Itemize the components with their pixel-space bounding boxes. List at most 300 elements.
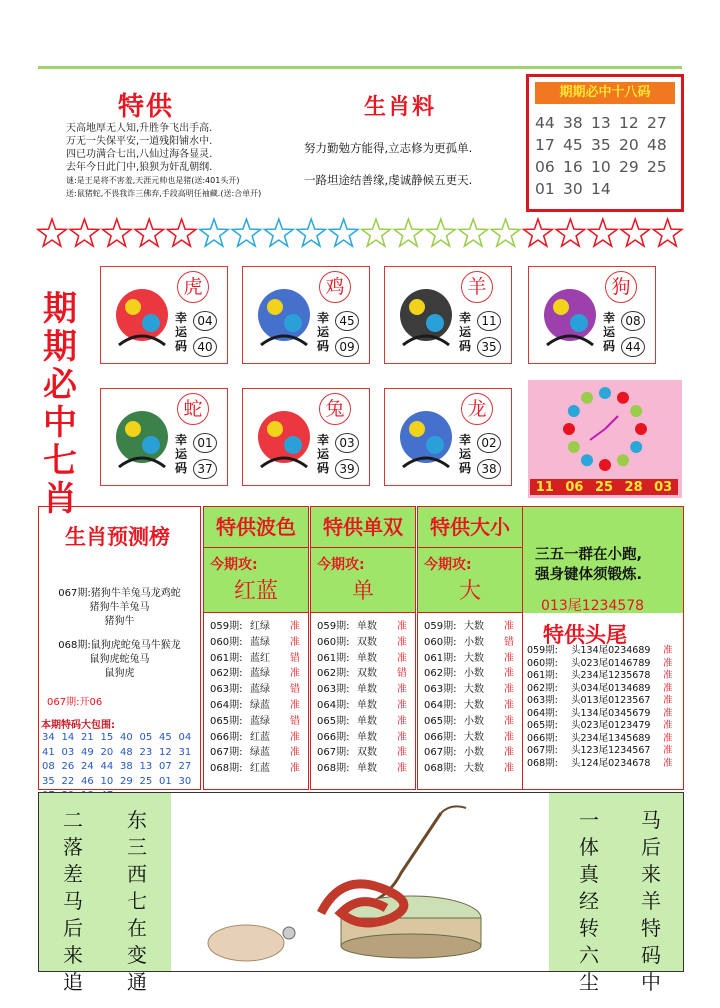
period-mark: 准 (504, 621, 514, 632)
period-row (210, 682, 306, 698)
zodiac-label: 鸡 (319, 271, 351, 303)
period-row (317, 761, 413, 777)
period-row (424, 698, 520, 714)
period-value: 绿蓝 (250, 747, 270, 759)
headtail-row (527, 758, 681, 771)
period-label: 059期: (210, 621, 243, 632)
period-value: 头013尾0123567 (571, 695, 651, 706)
period-mark: 准 (504, 668, 514, 680)
period-label: 060期: (424, 636, 457, 648)
baowei-number: 22 (61, 775, 75, 787)
poem-char: 来 (63, 943, 83, 967)
period-row (424, 730, 520, 746)
period-value: 小数 (464, 747, 484, 759)
clock-dot (581, 454, 593, 466)
period-value: 蓝绿 (250, 636, 270, 648)
period-row (210, 651, 306, 667)
period-label: 064期: (317, 699, 350, 711)
star-icon (556, 219, 585, 246)
lucky-number: 38 (477, 459, 501, 479)
star-icon (265, 219, 294, 246)
zodiac-card (528, 266, 656, 364)
clock-number: 06 (565, 479, 584, 495)
box18-number: 38 (563, 114, 583, 132)
poem-char: 羊 (641, 889, 661, 913)
poem-char: 转 (579, 916, 599, 940)
zodiac-card (242, 266, 370, 364)
qiqi-bizhong-vertical (40, 290, 80, 518)
column-title: 特供单双 (311, 507, 415, 548)
lucky-label: 幸运码 (175, 433, 188, 475)
poem-char: 马 (641, 808, 661, 832)
baowei-number: 48 (120, 746, 133, 758)
poem-char: 二 (63, 808, 83, 832)
star-icon (103, 219, 132, 246)
zodiac-card (384, 266, 512, 364)
baowei-number: 08 (42, 761, 55, 772)
period-mark: 准 (504, 715, 514, 727)
period-label: 061期: (424, 652, 457, 664)
period-label: 060期: (317, 636, 350, 648)
period-mark: 准 (290, 763, 300, 775)
pred-068-line: 鼠狗虎蛇兔马 (89, 654, 150, 665)
headtail-row (527, 670, 681, 683)
box18-number: 10 (591, 158, 611, 176)
period-label: 061期: (210, 652, 243, 664)
headtail-row (527, 695, 681, 708)
qiqi-char: 肖 (43, 479, 77, 519)
headtail-title: 特供头尾 (543, 623, 627, 647)
baowei-number: 05 (139, 732, 153, 743)
baowei-number: 21 (81, 732, 94, 743)
period-mark: 准 (504, 731, 514, 743)
lucky-number: 11 (477, 311, 501, 331)
period-label: 068期: (210, 763, 243, 775)
period-value: 单数 (357, 621, 377, 632)
period-label: 059期: (317, 621, 350, 632)
baowei-number: 35 (42, 775, 55, 787)
period-row (317, 714, 413, 730)
zodiac-label: 狗 (605, 271, 637, 303)
qiqi-char: 期 (43, 289, 77, 329)
box18-number: 17 (535, 136, 555, 154)
box18-number: 16 (563, 158, 583, 176)
attack-box (204, 548, 308, 613)
period-label: 063期: (527, 695, 558, 706)
slogan-line: 三五一群在小跑, (535, 547, 643, 563)
clock-dot (599, 387, 611, 399)
attack-value: 红蓝 (233, 579, 278, 604)
goat-papercut-icon (393, 275, 459, 355)
period-mark: 错 (504, 636, 514, 648)
baowei-number: 31 (178, 746, 192, 758)
period-label: 063期: (210, 684, 243, 696)
tegong-column (203, 506, 309, 790)
dragon-papercut-icon (393, 397, 459, 477)
column-title: 特供波色 (204, 507, 308, 548)
left-poem-col (61, 807, 85, 996)
period-mark: 准 (397, 652, 407, 664)
poem-char: 差 (63, 862, 83, 886)
box18-number: 44 (535, 114, 555, 132)
poem-line: 四已功满合七出,八仙过海各显灵. (66, 149, 213, 160)
star-icon (297, 219, 326, 246)
baowei-number: 27 (178, 761, 192, 772)
period-value: 蓝绿 (250, 715, 270, 727)
period-mark: 准 (290, 731, 300, 743)
baowei-number: 46 (81, 775, 94, 787)
period-label: 068期: (424, 763, 457, 775)
period-value: 大数 (464, 652, 484, 664)
lucky-number: 35 (477, 337, 501, 357)
poem-char: 特 (641, 916, 661, 940)
poem-char: 落 (63, 835, 83, 859)
poem-char: 尘 (579, 970, 599, 994)
period-label: 065期: (317, 715, 350, 727)
period-rows (210, 619, 306, 777)
period-row (210, 761, 306, 777)
baowei-number: 23 (139, 746, 153, 758)
period-row (210, 635, 306, 651)
period-mark: 准 (397, 747, 407, 759)
lucky-number: 01 (193, 433, 217, 453)
clock-dot (630, 441, 642, 453)
period-label: 065期: (210, 715, 243, 727)
period-value: 头234尾1345689 (571, 732, 651, 744)
right-poem-col (639, 807, 663, 996)
clock-dot (563, 423, 575, 435)
pred-068-line: 068期:鼠狗虎蛇兔马牛猴龙 (58, 640, 181, 651)
hint-line: 谜:是王是将不害羞,天涯元帅也是猪(送:401头开) (66, 176, 240, 185)
period-label: 059期: (527, 645, 558, 656)
star-icon (70, 219, 99, 246)
star-icon (589, 219, 618, 246)
period-label: 067期: (527, 745, 558, 756)
period-label: 067期: (317, 747, 350, 759)
star-icon (653, 219, 682, 246)
period-label: 067期: (424, 747, 457, 759)
baowei-number: 20 (100, 746, 114, 758)
baowei-number: 10 (100, 775, 114, 787)
baowei-number: 38 (120, 761, 133, 772)
period-value: 头034尾0134689 (571, 682, 651, 694)
zodiac-label: 虎 (177, 271, 209, 303)
period-label: 059期: (424, 621, 457, 632)
star-row (36, 214, 686, 252)
lucky-label: 幸运码 (459, 433, 472, 475)
period-mark: 准 (290, 747, 300, 759)
zodiac-label: 蛇 (177, 393, 209, 425)
star-icon (394, 219, 423, 246)
sx-line-2: 一路坦途结善缘,虔诚静候五更天. (304, 173, 473, 187)
baowei-number: 14 (61, 732, 75, 743)
period-label: 061期: (527, 670, 558, 681)
period-label: 066期: (424, 731, 457, 743)
box18-number: 14 (591, 180, 611, 198)
poem-char: 后 (641, 835, 661, 859)
poem-char: 七 (127, 889, 147, 913)
period-value: 头023尾0123479 (571, 720, 651, 731)
period-mark: 错 (290, 715, 300, 727)
box18-number: 13 (591, 114, 611, 132)
lucky-number: 39 (335, 459, 359, 479)
snake-illustration (171, 793, 549, 971)
poem-char: 东 (127, 808, 147, 832)
poem-char: 后 (63, 916, 83, 940)
period-row (317, 666, 413, 682)
clock-dot (635, 423, 647, 435)
qiqi-char: 必 (43, 365, 77, 405)
box18-number: 06 (535, 158, 555, 176)
period-label: 067期: (210, 747, 243, 759)
star-icon (362, 219, 391, 246)
period-label: 062期: (424, 668, 457, 680)
lucky-clock-panel (528, 380, 682, 498)
period-value: 双数 (357, 668, 377, 680)
poem-char: 真 (579, 862, 599, 886)
tegong-column (310, 506, 416, 790)
period-label: 062期: (527, 682, 558, 694)
clock-dot (617, 392, 629, 404)
poem-char: 西 (127, 862, 147, 886)
baowei-number: 25 (139, 775, 153, 787)
period-mark: 准 (663, 695, 673, 706)
period-label: 062期: (210, 668, 243, 680)
box18-numbers (535, 112, 685, 200)
rabbit-papercut-icon (251, 397, 317, 477)
period-mark: 准 (663, 732, 673, 744)
period-row (210, 714, 306, 730)
poem-char: 六 (579, 943, 599, 967)
box18-number: 30 (563, 180, 583, 198)
period-value: 蓝绿 (250, 684, 270, 696)
star-icon (459, 219, 488, 246)
attack-box (311, 548, 415, 613)
period-label: 062期: (317, 668, 350, 680)
pred-result: 067期:开06 (47, 697, 103, 708)
period-value: 大数 (464, 699, 484, 711)
poem-char: 三 (127, 835, 147, 859)
headtail-row (527, 683, 681, 696)
period-label: 066期: (527, 732, 558, 744)
star-icon (135, 219, 164, 246)
star-row-svg (36, 214, 686, 252)
period-mark: 准 (663, 707, 673, 719)
clock-dot (568, 405, 580, 417)
attack-value: 单 (351, 579, 374, 604)
poem-char: 体 (579, 835, 599, 859)
lucky-number: 37 (193, 459, 217, 479)
baowei-number: 04 (178, 732, 192, 743)
zodiac-card (100, 266, 228, 364)
rooster-papercut-icon (251, 275, 317, 355)
headtail-rows (527, 645, 681, 770)
baowei-number: 45 (159, 732, 172, 743)
period-value: 单数 (357, 684, 377, 696)
lucky-label: 幸运码 (603, 311, 616, 353)
clock-number: 11 (535, 479, 554, 495)
poem-line: 天高地厚无人知,升胜争飞出手高. (66, 123, 213, 134)
slogan-line: 强身键体须锻炼. (535, 567, 643, 583)
tegong-column (417, 506, 523, 790)
period-row (317, 682, 413, 698)
headtail-row (527, 658, 681, 671)
left-poem-col (125, 807, 149, 996)
box18-number: 25 (647, 158, 667, 176)
poem-line: 去年今日此门中,狼狈为奸乱朝纲. (66, 162, 213, 173)
period-row (210, 666, 306, 682)
period-mark: 准 (290, 699, 300, 711)
period-label: 064期: (527, 707, 558, 719)
period-mark: 准 (397, 731, 407, 743)
period-mark: 准 (397, 763, 407, 775)
period-mark: 准 (663, 670, 673, 681)
pred-title: 生肖预测榜 (65, 525, 170, 549)
poem-line: 万无一失保平安,一道残阳铺水中. (66, 136, 213, 147)
box18-number: 20 (619, 136, 639, 154)
period-value: 单数 (357, 731, 377, 743)
poem-char: 在 (127, 916, 147, 940)
period-row (210, 619, 306, 635)
headtail-row (527, 733, 681, 746)
lucky-number: 09 (335, 337, 359, 357)
zodiac-card (100, 388, 228, 486)
period-value: 头234尾1235678 (571, 670, 651, 681)
poem-char: 经 (579, 889, 599, 913)
bottom-poem-panel (38, 792, 684, 994)
period-mark: 错 (290, 684, 300, 696)
baowei-title: 本期特码大包围: (41, 720, 115, 731)
period-row (424, 651, 520, 667)
box18-number: 12 (619, 114, 639, 132)
baowei-number: 34 (42, 732, 55, 743)
lucky-label: 幸运码 (317, 433, 330, 475)
dog-papercut-icon (537, 275, 603, 355)
zodiac-label: 羊 (461, 271, 493, 303)
period-row (424, 619, 520, 635)
period-value: 小数 (464, 636, 484, 648)
period-mark: 准 (663, 757, 673, 769)
period-mark: 准 (290, 636, 300, 648)
hint-line: 送:鼠猪蛇,不畏我诈三佛弃,手段高明任袖藏.(送:合单开) (66, 189, 262, 198)
clock-icon (528, 380, 682, 478)
period-value: 小数 (464, 715, 484, 727)
period-value: 双数 (357, 636, 377, 648)
left-poem-block (39, 793, 171, 994)
lucky-number: 02 (477, 433, 501, 453)
period-label: 063期: (317, 684, 350, 696)
baowei-number: 40 (120, 732, 133, 743)
poem-block (66, 122, 306, 200)
lucky-label: 幸运码 (317, 311, 330, 353)
period-mark: 准 (397, 715, 407, 727)
baowei-number: 15 (100, 732, 114, 743)
lucky-number: 03 (335, 433, 359, 453)
zodiac-label: 兔 (319, 393, 351, 425)
lucky-label: 幸运码 (459, 311, 472, 353)
baowei-number: 49 (81, 746, 94, 758)
zodiac-card (242, 388, 370, 486)
period-mark: 准 (663, 745, 673, 756)
period-value: 双数 (357, 747, 377, 759)
period-value: 大数 (464, 763, 484, 775)
box18-number: 01 (535, 180, 555, 198)
clock-dot (630, 405, 642, 417)
baowei-number: 41 (42, 746, 55, 758)
period-mark: 准 (663, 657, 673, 669)
period-mark: 准 (397, 636, 407, 648)
pred-067-line: 猪狗牛 (104, 616, 135, 627)
box18-number: 48 (647, 136, 667, 154)
period-mark: 准 (290, 668, 300, 680)
box18-number: 35 (591, 136, 611, 154)
poem-char: 马 (63, 889, 83, 913)
attack-box (418, 548, 522, 613)
qiqi-char: 七 (43, 441, 77, 481)
sx-line-1: 努力勤勉方能得,立志修为更孤单. (304, 141, 473, 155)
period-value: 红蓝 (250, 763, 270, 775)
lucky-number: 45 (335, 311, 359, 331)
period-mark: 准 (504, 699, 514, 711)
period-value: 蓝红 (250, 652, 270, 664)
pred-068-line: 鼠狗虎 (104, 668, 135, 679)
clock-number: 25 (594, 479, 614, 495)
period-row (317, 619, 413, 635)
period-mark: 准 (663, 720, 673, 731)
period-mark: 准 (663, 682, 673, 694)
period-mark: 准 (663, 645, 673, 656)
star-icon (200, 219, 229, 246)
pred-067-line: 猪狗牛羊兔马 (89, 602, 150, 613)
attack-label: 今期攻: (317, 557, 365, 573)
period-label: 061期: (317, 652, 350, 664)
star-icon (38, 219, 67, 246)
headtail-row (527, 645, 681, 658)
clock-numbers (530, 479, 678, 495)
period-value: 头124尾0234678 (571, 757, 651, 769)
period-label: 068期: (527, 757, 558, 769)
period-row (424, 682, 520, 698)
star-icon (621, 219, 650, 246)
poem-char: 来 (641, 862, 661, 886)
headtail-row (527, 720, 681, 733)
period-row (317, 730, 413, 746)
shengxiao-title: 生肖料 (364, 95, 437, 120)
period-row (210, 730, 306, 746)
baowei-number: 30 (178, 775, 192, 787)
zodiac-card (384, 388, 512, 486)
tegong-title: 特供 (118, 92, 175, 122)
shengxiao-prediction-panel (38, 506, 201, 790)
star-icon (524, 219, 553, 246)
period-row (424, 745, 520, 761)
period-row (210, 745, 306, 761)
baowei-number: 03 (61, 746, 75, 758)
poem-char: 码 (641, 943, 661, 967)
star-icon (427, 219, 456, 246)
period-row (424, 714, 520, 730)
baowei-number: 26 (61, 761, 75, 772)
pred-067-line: 067期:猪狗牛羊兔马龙鸡蛇 (58, 588, 181, 599)
box18-number: 27 (647, 114, 667, 132)
period-mark: 准 (397, 699, 407, 711)
star-icon (329, 219, 358, 246)
period-mark: 错 (290, 652, 300, 664)
baowei-number: 44 (100, 761, 114, 772)
clock-dot (617, 454, 629, 466)
tegong-toutail-panel (522, 506, 684, 790)
period-row (424, 761, 520, 777)
